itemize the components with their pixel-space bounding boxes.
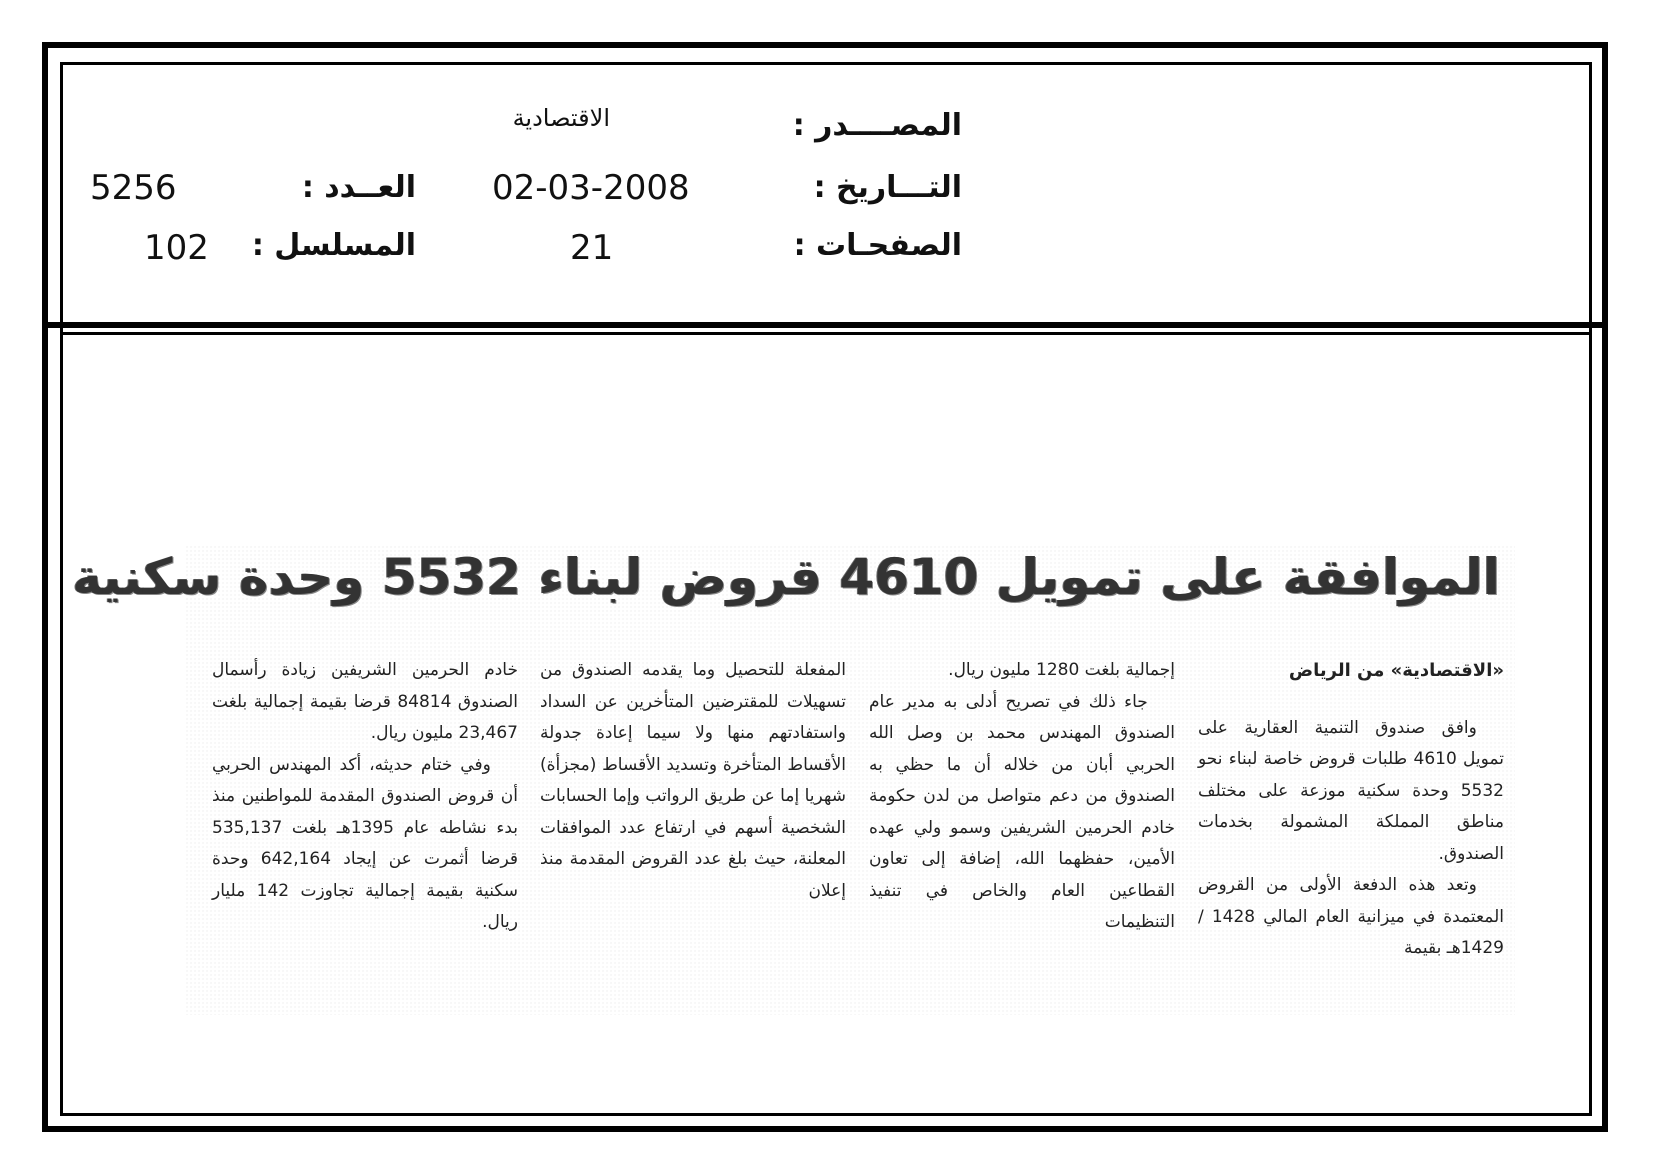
article-headline: الموافقة على تمويل 4610 قروض لبناء 5532 وحدة سكنية — [72, 548, 1500, 606]
article-paragraph: إجمالية بلغت 1280 مليون ريال. — [948, 660, 1175, 680]
issue-label: العــدد : — [301, 170, 416, 205]
serial-value: 102 — [144, 228, 209, 268]
article-column-4 — [212, 655, 518, 939]
article-paragraph: المفعلة للتحصيل وما يقدمه الصندوق من تسهيلات للمقترضين المتأخرين عن السداد واستفادتهم منها ولا سيما إعادة جدولة الأقساط المتأخرة وتسديد الأقساط (مجزأة) شهريا إما عن طريق الرواتب وإما الحسابات الشخصية أسهم في ارتفاع عدد الموافقات المعلنة، حيث بلغ عدد القروض المقدمة منذ إعلان — [540, 660, 846, 901]
article-column-1 — [1198, 655, 1504, 965]
article-column-2 — [869, 655, 1175, 939]
article-paragraph: وتعد هذه الدفعة الأولى من القروض المعتمدة في ميزانية العام المالي 1428 / 1429هـ بقيمة — [1198, 875, 1504, 958]
article-paragraph: وفي ختام حديثه، أكد المهندس الحربي أن قروض الصندوق المقدمة للمواطنين منذ بدء نشاطه عام 1395هـ بلغت 535,137 قرضا أثمرت عن إيجاد 642,164 وحدة سكنية بقيمة إجمالية تجاوزت 142 مليار ريال. — [212, 754, 518, 932]
pages-label: الصفحـات : — [793, 228, 962, 263]
article-paragraph: خادم الحرمين الشريفين زيادة رأسمال الصندوق 84814 قرضا بقيمة إجمالية بلغت 23,467 مليون ريال. — [212, 660, 518, 743]
article-byline: «الاقتصادية» من الرياض — [1288, 660, 1504, 681]
date-label: التـــاريخ : — [813, 170, 962, 205]
header-divider — [42, 322, 1608, 328]
article-paragraph: وافق صندوق التنمية العقارية على تمويل 4610 طلبات قروض خاصة لبناء نحو 5532 وحدة سكنية موزعة على مختلف مناطق المملكة المشمولة بخدمات الصندوق. — [1198, 717, 1504, 864]
article-paragraph: جاء ذلك في تصريح أدلى به مدير عام الصندوق المهندس محمد بن وصل الله الحربي أبان من خلاله أن ما حظي به الصندوق من دعم متواصل من لدن حكومة خادم الحرمين الشريفين وسمو ولي عهده الأمين، حفظهما الله، إضافة إلى تعاون القطاعين العام والخاص في تنفيذ التنظيمات — [869, 691, 1175, 932]
source-label: المصــــدر : — [792, 108, 962, 143]
source-value: الاقتصادية — [512, 104, 610, 132]
header-divider-thin — [60, 332, 1592, 335]
date-value: 02-03-2008 — [492, 168, 690, 208]
serial-label: المسلسل : — [251, 228, 416, 263]
issue-value: 5256 — [90, 168, 177, 208]
article-column-3 — [540, 655, 846, 907]
pages-value: 21 — [570, 228, 614, 268]
